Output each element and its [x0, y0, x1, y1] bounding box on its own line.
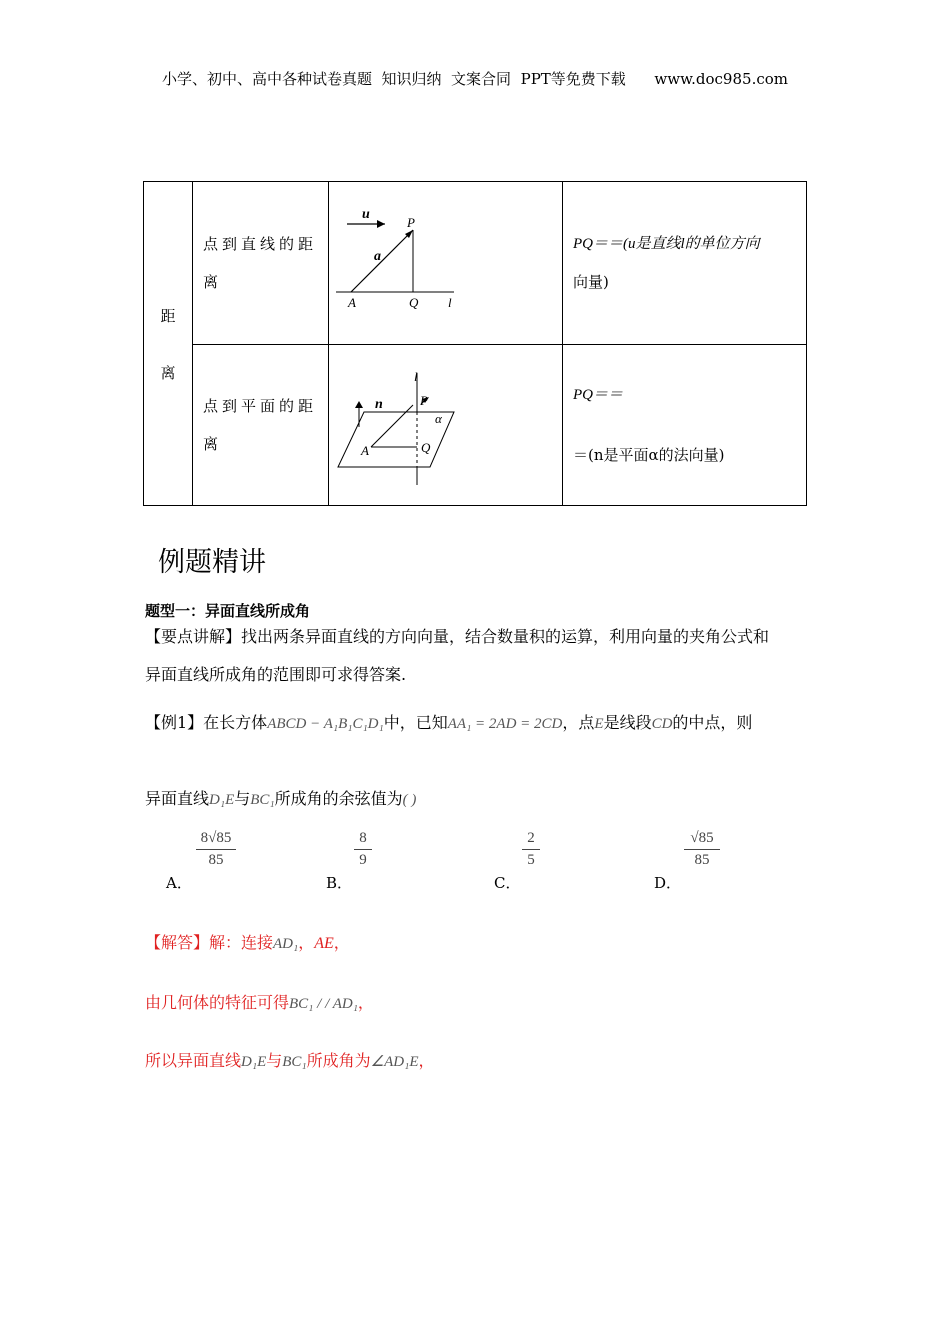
row2-figure-cell	[329, 345, 563, 506]
choice-d-denominator: 85	[694, 852, 710, 868]
solution-math: ∠AD₁E	[370, 1054, 419, 1070]
choice-d-numerator: √85	[690, 830, 714, 846]
choice-b-numerator: 8	[359, 830, 367, 846]
label-l: l	[414, 369, 418, 384]
row2-formula-line1: PQ＝＝	[573, 387, 623, 403]
label-n: n	[375, 397, 383, 412]
solution-text: 【解答】解：连接	[145, 933, 274, 952]
example-text: 是线段	[603, 713, 652, 732]
example-text: 异面直线	[145, 789, 210, 808]
key-points-line2: 异面直线所成角的范围即可求得答案.	[145, 665, 407, 684]
answer-paren: ( )	[402, 792, 417, 808]
label-P: P	[420, 393, 428, 408]
choice-d-fraction	[684, 830, 720, 869]
example-line2	[145, 786, 416, 809]
row1-name-line1: 点到直线的距	[203, 235, 318, 253]
row1-formula-line1: PQ＝＝(u是直线l的单位方向	[573, 236, 760, 252]
category-cell	[144, 182, 193, 506]
solution-line1	[145, 930, 350, 953]
row1-name-line2: 离	[203, 273, 223, 291]
solution-math: AD₁	[273, 936, 299, 952]
choice-c-fraction	[522, 830, 540, 869]
label-l: l	[448, 295, 452, 310]
choice-a-fraction	[196, 830, 236, 869]
page-header: 小学、初中、高中各种试卷真题 知识归纳 文案合同 PPT等免费下载 www.doc985.com	[161, 70, 788, 88]
label-a: a	[374, 249, 381, 264]
solution-line2	[145, 990, 374, 1013]
choice-c-label[interactable]: C．	[494, 874, 521, 892]
example-text: 所成角的余弦值为	[274, 789, 403, 808]
point-plane-distance-figure	[329, 345, 562, 501]
example-label: 【例1】在长方体	[145, 713, 268, 732]
choice-c-numerator: 2	[527, 830, 535, 846]
solution-text: 由几何体的特征可得	[145, 993, 290, 1012]
distance-table	[143, 181, 807, 506]
example-segment-CD: CD	[651, 716, 673, 732]
label-A: A	[361, 443, 369, 458]
solution-text: 所成角为	[306, 1051, 371, 1070]
solution-text: ，	[333, 933, 350, 952]
example-line1	[145, 710, 752, 733]
solution-text: 与	[266, 1051, 283, 1070]
label-A: A	[348, 295, 356, 310]
row2-name-cell	[193, 345, 329, 506]
solution-math: AE	[314, 935, 334, 952]
category-char-1: 距	[160, 306, 176, 325]
row1-formula-line2: 向量)	[573, 273, 609, 291]
choice-b-denominator: 9	[359, 852, 367, 868]
point-line-distance-figure	[329, 182, 562, 340]
row1-figure-cell	[329, 182, 563, 345]
row2-name-line1: 点到平面的距	[203, 397, 318, 415]
choice-c-denominator: 5	[527, 852, 535, 868]
label-u: u	[362, 207, 370, 222]
solution-line3	[145, 1048, 435, 1071]
key-points-line1: 【要点讲解】找出两条异面直线的方向向量，结合数量积的运算，利用向量的夹角公式和	[145, 627, 770, 646]
choice-d-label[interactable]: D．	[654, 874, 682, 892]
solution-text: ，	[418, 1051, 435, 1070]
solution-text: ，	[298, 933, 315, 952]
example-text: ，点	[562, 713, 595, 732]
choice-a-denominator: 85	[208, 852, 224, 868]
example-text: 中，已知	[383, 713, 448, 732]
solution-math: BC₁	[282, 1054, 307, 1070]
example-solid: ABCD − A₁B₁C₁D₁	[267, 716, 384, 732]
label-P: P	[407, 215, 415, 230]
choice-b-label[interactable]: B．	[326, 874, 353, 892]
row2-formula-line2: ＝(n是平面α的法向量)	[573, 446, 725, 464]
row2-name-line2: 离	[203, 435, 223, 453]
choice-a-numerator: 8√85	[200, 830, 232, 846]
solution-text: ，	[357, 993, 374, 1012]
label-Q: Q	[409, 295, 419, 310]
example-text: 与	[234, 789, 251, 808]
label-alpha: α	[435, 411, 442, 426]
section-title: 例题精讲	[158, 547, 266, 578]
label-Q: Q	[421, 440, 431, 455]
row1-name-cell	[193, 182, 329, 345]
example-line-BC1: BC₁	[250, 792, 275, 808]
example-line-D1E: D₁E	[209, 792, 235, 808]
row2-formula-cell	[563, 345, 807, 506]
solution-math: BC₁ / / AD₁	[289, 996, 358, 1012]
category-char-2: 离	[160, 363, 176, 382]
row1-formula-cell	[563, 182, 807, 345]
example-text: 的中点，则	[672, 713, 753, 732]
solution-text: 所以异面直线	[145, 1051, 242, 1070]
choice-a-label[interactable]: A．	[166, 874, 192, 892]
choice-b-fraction	[354, 830, 372, 869]
example-point-E: E	[594, 716, 604, 732]
solution-math: D₁E	[241, 1054, 267, 1070]
type-title: 题型一：异面直线所成角	[145, 602, 311, 620]
example-condition: AA₁ = 2AD = 2CD	[447, 716, 563, 732]
